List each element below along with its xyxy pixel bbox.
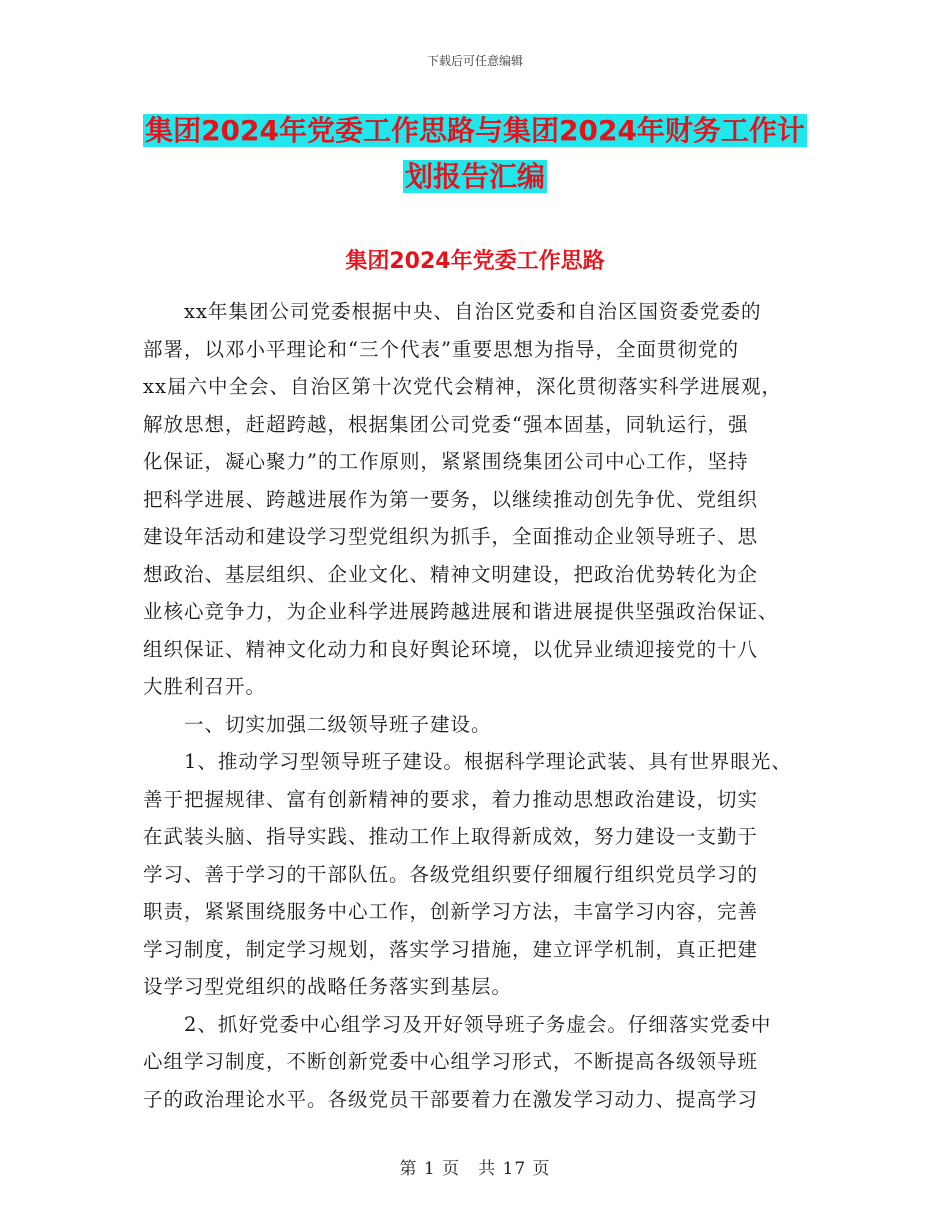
- body-line: xx年集团公司党委根据中央、自治区党委和自治区国资委党委的: [143, 300, 762, 323]
- body-line: 大胜利召开。: [143, 675, 267, 698]
- footer-mid: 页 共: [442, 1159, 497, 1179]
- body-line: 组织保证、精神文化动力和良好舆论环境，以优异业绩迎接党的十八: [143, 637, 759, 661]
- footer-total-pages: 17: [502, 1159, 527, 1179]
- body-line: 2、抓好党委中心组学习及开好领导班子务虚会。仔细落实党委中: [143, 1012, 772, 1036]
- body-line: 学习、善于学习的干部队伍。各级党组织要仔细履行组织党员学习的: [143, 862, 759, 886]
- page-footer: [0, 1154, 950, 1179]
- body-text: [143, 293, 823, 1118]
- body-line: xx届六中全会、自治区第十次党代会精神，深化贯彻落实科学进展观，: [143, 375, 782, 398]
- body-line: 建设年活动和建设学习型党组织为抓手，全面推动企业领导班子、思: [143, 525, 759, 548]
- footer-page-number: 1: [423, 1159, 436, 1179]
- section-title: 集团2024年党委工作思路: [345, 249, 605, 274]
- footer-suffix: 页: [532, 1159, 551, 1179]
- header-note: 下载后可任意编辑: [426, 54, 523, 68]
- body-line: 把科学进展、跨越进展作为第一要务，以继续推动创先争优、党组织: [143, 487, 759, 511]
- body-line: 解放思想，赶超跨越，根据集团公司党委“强本固基，同轨运行，强: [143, 412, 749, 436]
- body-line: 部署，以邓小平理论和“三个代表”重要思想为指导，全面贯彻党的: [143, 337, 739, 361]
- body-line: 1、推动学习型领导班子建设。根据科学理论武装、具有世界眼光、: [143, 750, 792, 773]
- body-line: 化保证，凝心聚力”的工作原则，紧紧围绕集团公司中心工作，坚持: [143, 450, 749, 473]
- body-line: 善于把握规律、富有创新精神的要求，着力推动思想政治建设，切实: [143, 787, 759, 811]
- document-title: [0, 108, 950, 200]
- body-line: 职责，紧紧围绕服务中心工作，创新学习方法，丰富学习内容，完善: [143, 900, 759, 923]
- body-line: 心组学习制度，不断创新党委中心组学习形式，不断提高各级领导班: [143, 1050, 759, 1073]
- body-line: 业核心竞争力，为企业科学进展跨越进展和谐进展提供坚强政治保证、: [143, 600, 779, 623]
- footer-prefix: 第: [399, 1159, 418, 1179]
- body-line: 子的政治理论水平。各级党员干部要着力在激发学习动力、提高学习: [143, 1087, 759, 1111]
- body-line: 在武装头脑、指导实践、推动工作上取得新成效，努力建设一支勤于: [143, 825, 759, 848]
- document-title-line-2: 划报告汇编: [404, 160, 545, 193]
- body-line: 设学习型党组织的战略任务落实到基层。: [143, 975, 513, 998]
- body-line: 想政治、基层组织、企业文化、精神文明建设，把政治优势转化为企: [143, 562, 759, 586]
- body-line: 学习制度，制定学习规划，落实学习措施，建立评学机制，真正把建: [143, 937, 759, 961]
- document-title-line-1: 集团2024年党委工作思路与集团2024年财务工作计: [145, 114, 805, 147]
- body-line: 一、切实加强二级领导班子建设。: [143, 712, 492, 736]
